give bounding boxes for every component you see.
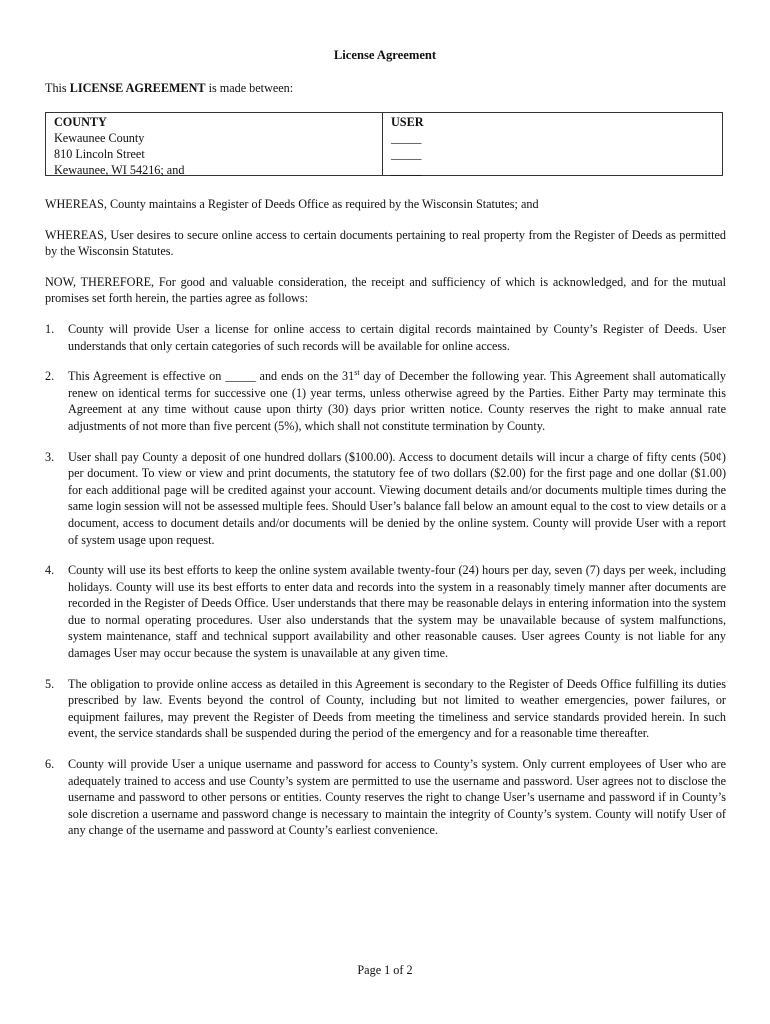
- clause-item: [45, 562, 726, 662]
- clause-item: [45, 449, 726, 549]
- clause-text: day of December the following year. This Agreement shall automatically renew on identical terms for successive one (1) year terms, unless otherwise agreed by the Parties. Either Party may terminate this Agreement at any time without cause upon thirty (30) days prior written notice. County reserves the right to make annual rate adjustments of not more than five percent (5%), which shall not constitute termination by County.: [68, 369, 726, 433]
- clause-text: County will provide User a license for online access to certain digital records maintained by County’s Register of Deeds. User understands that only certain categories of such records will be available for online access.: [68, 321, 726, 353]
- county-cell: [46, 113, 383, 175]
- clause-number: 1.: [45, 321, 55, 336]
- county-line: Kewaunee County: [54, 131, 145, 145]
- clause-text: County will provide User a unique username and password for access to County’s system. Only current employees of User who are adequately trained to access and use County’s system are permitted to use the username and password. User agrees not to disclose the username and password to other persons or entities. County reserves the right to change User’s username and password if in County’s sole discretion a username and password change is necessary to maintain the integrity of County’s system. County will notify User of any change of the username and password at County’s earliest convenience.: [68, 757, 726, 838]
- clause-superscript: st: [354, 368, 360, 378]
- clause-text: This Agreement is effective on _____ and ends on the 31: [68, 369, 355, 384]
- intro-bold: LICENSE AGREEMENT: [69, 81, 206, 95]
- parties-table: [45, 112, 723, 176]
- clause-text: User shall pay County a deposit of one hundred dollars ($100.00). Access to document details will incur a charge of fifty cents (50¢) per document. To view or view and print documents, the statutory fee of two dollars ($2.00) for the first page and one dollar ($1.00) for each additional page will be credited against your account. Viewing document details and/or documents multiple times during the same login session will not be assessed multiple fees. Should User’s balance fall below an amount equal to the cost to view details or a document, access to document details and/or documents will be denied by the online system. County will provide User with a report of system usage upon request.: [68, 449, 726, 547]
- document-title: License Agreement: [333, 48, 437, 62]
- clause-item: [45, 756, 726, 839]
- user-blank-line: _____: [391, 147, 422, 161]
- recital-paragraph: NOW, THEREFORE, For good and valuable consideration, the receipt and sufficiency of which is acknowledged, and for the mutual promises set forth herein, the parties agree as follows:: [45, 274, 726, 306]
- user-cell: [383, 113, 722, 175]
- clause-number: 3.: [45, 449, 55, 464]
- user-blank-line: _____: [391, 131, 422, 145]
- clause-item: [45, 676, 726, 742]
- county-line: Kewaunee, WI 54216; and: [54, 163, 185, 177]
- county-heading: COUNTY: [54, 115, 107, 129]
- intro-line: [45, 80, 725, 97]
- page-number: Page 1 of 2: [357, 963, 413, 977]
- clause-text: County will use its best efforts to keep the online system available twenty-four (24) hours per day, seven (7) days per week, including holidays. County will use its best efforts to enter data and records into the system in a reasonably timely manner after documents are recorded in the Register of Deeds Office. User understands that there may be reasonable delays in entering information into the system due to normal operating procedures. User also understands that the system may be unavailable because of system malfunctions, system maintenance, staff and technical support availability and other reasonable causes. User agrees County is not liable for any damages User may occur because the system is unavailable at any given time.: [68, 563, 726, 661]
- clause-number: 5.: [45, 676, 55, 691]
- intro-prefix: This: [45, 81, 70, 95]
- intro-suffix: is made between:: [205, 81, 294, 95]
- recital-paragraph: WHEREAS, User desires to secure online access to certain documents pertaining to real property from the Register of Deeds as permitted by the Wisconsin Statutes.: [45, 227, 726, 259]
- clause-number: 2.: [45, 369, 55, 384]
- clause-number: 4.: [45, 563, 55, 578]
- clause-list: [45, 321, 726, 839]
- clause-item: [45, 321, 726, 354]
- user-heading: USER: [391, 115, 424, 129]
- clause-text: The obligation to provide online access as detailed in this Agreement is secondary to the Register of Deeds Office fulfilling its duties prescribed by law. Events beyond the control of County, including but not limited to weather emergencies, power failures, or equipment failures, may prevent the Register of Deeds from meeting the timeliness and service standards provided herein. In such event, the service standards shall be suspended during the period of the emergency and for a reasonable time thereafter.: [68, 676, 726, 741]
- agreement-body: [45, 196, 726, 853]
- clause-item: [45, 368, 726, 434]
- user-blank-line: _____: [391, 163, 422, 177]
- clause-number: 6.: [45, 757, 55, 772]
- recital-paragraph: WHEREAS, County maintains a Register of Deeds Office as required by the Wisconsin Statutes; and: [45, 197, 539, 211]
- county-line: 810 Lincoln Street: [54, 147, 145, 161]
